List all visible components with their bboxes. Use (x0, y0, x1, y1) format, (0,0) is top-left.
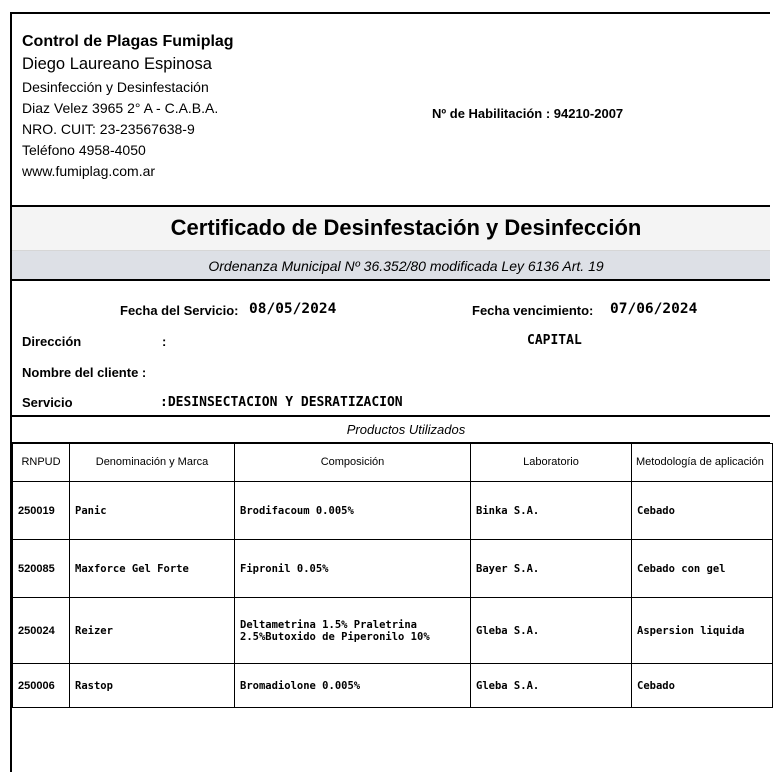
cell-laboratorio: Gleba S.A. (471, 598, 632, 664)
company-website: www.fumiplag.com.ar (22, 163, 156, 179)
productos-table (12, 443, 773, 708)
header-metodologia: Metodología de aplicación (632, 444, 773, 482)
cell-marca: Reizer (70, 598, 235, 664)
servicio-label: Servicio (22, 395, 73, 410)
cell-rnpud: 520085 (13, 540, 70, 598)
cell-composicion: Fipronil 0.05% (235, 540, 471, 598)
fecha-vencimiento-value: 07/06/2024 (610, 301, 698, 317)
direccion-value: CAPITAL (527, 333, 582, 348)
fecha-vencimiento-label: Fecha vencimiento: (472, 303, 594, 318)
company-services: Desinfección y Desinfestación (22, 79, 209, 95)
table-row (13, 482, 773, 540)
habilitacion-number: Nº de Habilitación : 94210-2007 (432, 106, 624, 121)
direccion-separator: : (162, 334, 167, 349)
table-header-row (13, 444, 773, 482)
header-rnpud: RNPUD (13, 444, 70, 482)
cell-metodologia: Cebado con gel (632, 540, 773, 598)
productos-title: Productos Utilizados (12, 417, 770, 443)
servicio-value: :DESINSECTACION Y DESRATIZACION (160, 395, 403, 410)
header-composicion: Composición (235, 444, 471, 482)
header-laboratorio: Laboratorio (471, 444, 632, 482)
company-name: Control de Plagas Fumiplag (22, 33, 234, 50)
service-info (12, 281, 770, 417)
header-marca: Denominación y Marca (70, 444, 235, 482)
table-row (13, 664, 773, 708)
cell-metodologia: Cebado (632, 664, 773, 708)
cell-marca: Rastop (70, 664, 235, 708)
cell-metodologia: Cebado (632, 482, 773, 540)
cell-laboratorio: Bayer S.A. (471, 540, 632, 598)
company-address: Diaz Velez 3965 2° A - C.A.B.A. (22, 100, 219, 116)
cell-metodologia: Aspersion liquida (632, 598, 773, 664)
fecha-servicio-value: 08/05/2024 (249, 301, 337, 317)
cell-laboratorio: Gleba S.A. (471, 664, 632, 708)
table-row (13, 598, 773, 664)
cell-laboratorio: Binka S.A. (471, 482, 632, 540)
cell-rnpud: 250006 (13, 664, 70, 708)
ordenanza-line: Ordenanza Municipal Nº 36.352/80 modificada Ley 6136 Art. 19 (12, 251, 770, 281)
cell-composicion: Deltametrina 1.5% Praletrina 2.5%Butoxido de Piperonilo 10% (235, 598, 471, 664)
cell-composicion: Bromadiolone 0.005% (235, 664, 471, 708)
fecha-servicio-label: Fecha del Servicio: (120, 303, 239, 318)
cell-marca: Panic (70, 482, 235, 540)
company-header (12, 14, 770, 207)
owner-name: Diego Laureano Espinosa (22, 55, 212, 73)
direccion-label: Dirección (22, 334, 82, 349)
certificate-document (10, 12, 770, 772)
cliente-label: Nombre del cliente : (22, 365, 147, 380)
cell-marca: Maxforce Gel Forte (70, 540, 235, 598)
certificate-title: Certificado de Desinfestación y Desinfección (12, 207, 770, 251)
table-row (13, 540, 773, 598)
company-cuit: NRO. CUIT: 23-23567638-9 (22, 121, 195, 137)
cell-composicion: Brodifacoum 0.005% (235, 482, 471, 540)
cell-rnpud: 250024 (13, 598, 70, 664)
cell-rnpud: 250019 (13, 482, 70, 540)
company-phone: Teléfono 4958-4050 (22, 142, 146, 158)
